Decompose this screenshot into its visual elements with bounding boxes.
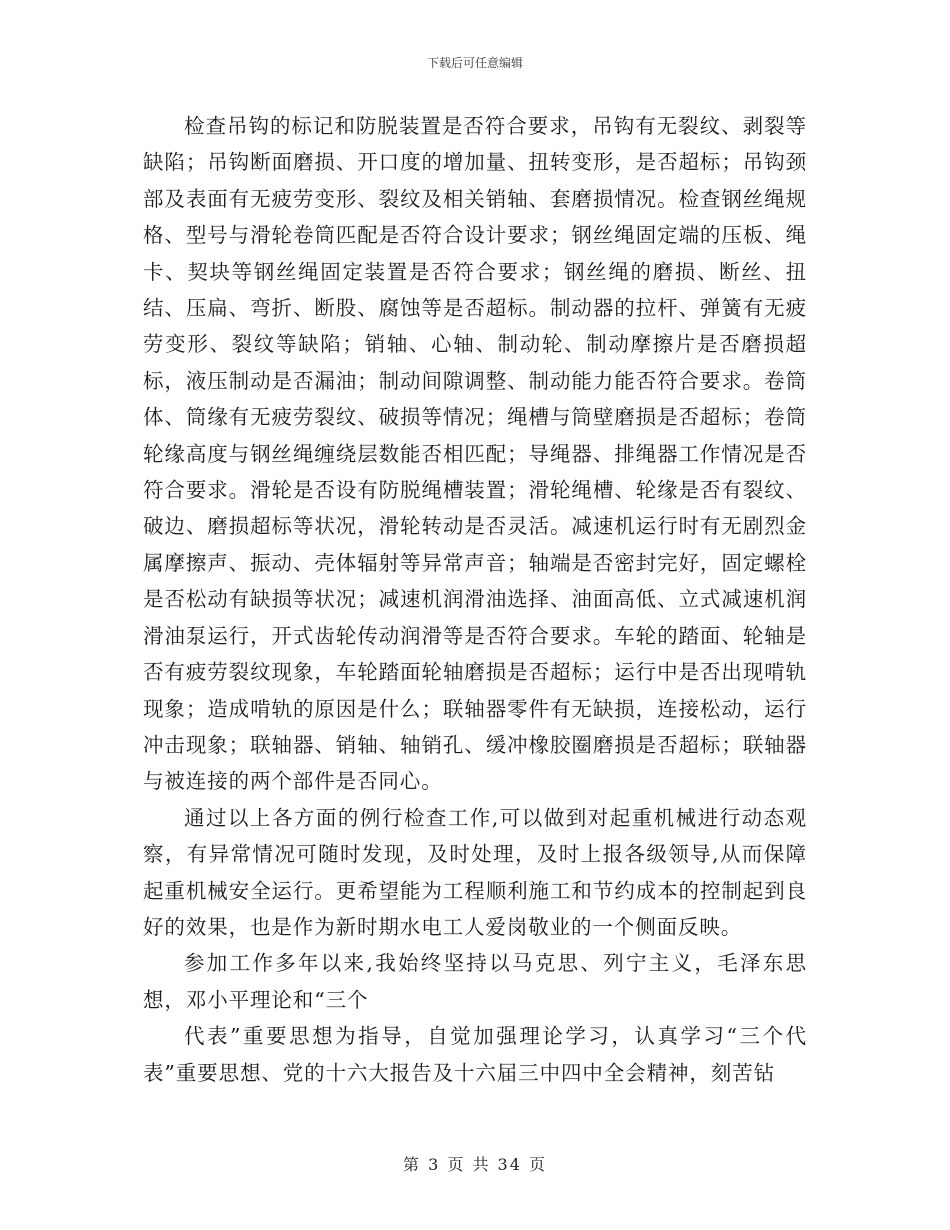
paragraph-inspection-summary: 通过以上各方面的例行检查工作,可以做到对起重机械进行动态观察，有异常情况可随时发现，及时处理，及时上报各级领导,从而保障起重机械安全运行。更希望能为工程顺利施工和节约成本的控制起到良好的效果，也是作为新时期水电工人爱岗敬业的一个侧面反映。 (143, 805, 807, 939)
page-header: 下载后可任意编辑 (426, 56, 523, 70)
document-body (143, 108, 807, 1091)
paragraph-inspection-items: 检查吊钩的标记和防脱装置是否符合要求，吊钩有无裂纹、剥裂等缺陷；吊钩断面磨损、开口度的增加量、扭转变形，是否超标；吊钩颈部及表面有无疲劳变形、裂纹及相关销轴、套磨损情况。检查钢丝绳规格、型号与滑轮卷筒匹配是否符合设计要求；钢丝绳固定端的压板、绳卡、契块等钢丝绳固定装置是否符合要求；钢丝绳的磨损、断丝、扭结、压扁、弯折、断股、腐蚀等是否超标。制动器的拉杆、弹簧有无疲劳变形、裂纹等缺陷；销轴、心轴、制动轮、制动摩擦片是否磨损超标，液压制动是否漏油；制动间隙调整、制动能力能否符合要求。卷筒体、筒缘有无疲劳裂纹、破损等情况；绳槽与筒壁磨损是否超标；卷筒轮缘高度与钢丝绳缠绕层数能否相匹配；导绳器、排绳器工作情况是否符合要求。滑轮是否设有防脱绳槽装置；滑轮绳槽、轮缘是否有裂纹、破边、磨损超标等状况，滑轮转动是否灵活。减速机运行时有无剧烈金属摩擦声、振动、壳体辐射等异常声音；轴端是否密封完好，固定螺栓是否松动有缺损等状况；减速机润滑油选择、油面高低、立式减速机润滑油泵运行，开式齿轮传动润滑等是否符合要求。车轮的踏面、轮轴是否有疲劳裂纹现象，车轮踏面轮轴磨损是否超标；运行中是否出现啃轨现象；造成啃轨的原因是什么；联轴器零件有无缺损，连接松动，运行冲击现象；联轴器、销轴、轴销孔、缓冲橡胶圈磨损是否超标；联轴器与被连接的两个部件是否同心。 (143, 114, 807, 794)
page-number-footer: 第 3 页 共 34 页 (403, 1155, 547, 1174)
paragraph-work-intro: 参加工作多年以来,我始终坚持以马克思、列宁主义，毛泽东思想，邓小平理论和“三个 (143, 951, 807, 1012)
paragraph-theory-study: 代表”重要思想为指导，自觉加强理论学习，认真学习“三个代表”重要思想、党的十六大报告及十六届三中四中全会精神，刻苦钻 (143, 1024, 807, 1085)
